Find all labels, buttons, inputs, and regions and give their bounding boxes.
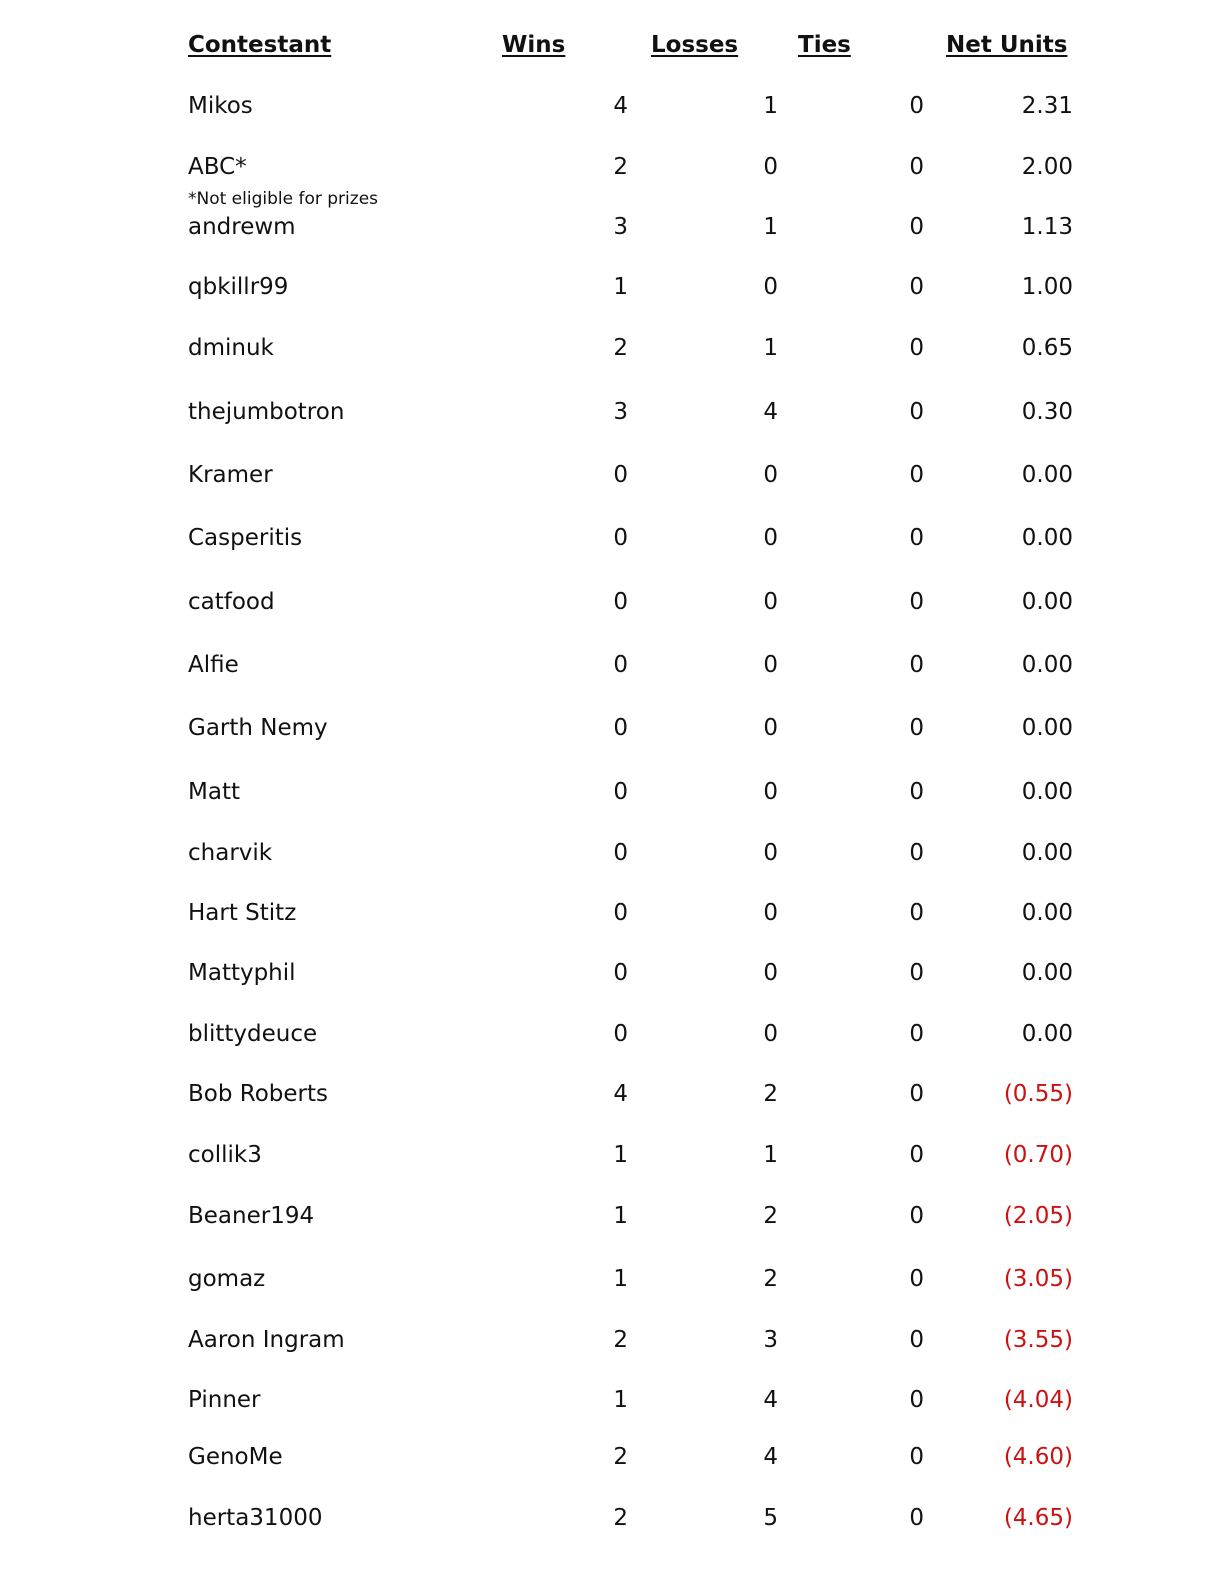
net-units-cell: 1.00: [1021, 274, 1073, 300]
table-row: [0, 1385, 1224, 1425]
contestant-name: thejumbotron: [188, 399, 345, 425]
ties-cell: 0: [909, 335, 924, 361]
header-losses: Losses: [651, 32, 739, 58]
contestant-name: ABC*: [188, 154, 247, 180]
table-row: [0, 91, 1224, 131]
contestant-name: catfood: [188, 589, 275, 615]
net-units-cell: (3.05): [1003, 1266, 1073, 1292]
wins-cell: 0: [613, 1021, 628, 1047]
losses-cell: 0: [763, 715, 778, 741]
wins-cell: 0: [613, 715, 628, 741]
losses-cell: 2: [763, 1081, 778, 1107]
contestant-name: collik3: [188, 1142, 262, 1168]
table-header: [0, 30, 1224, 70]
table-row: [0, 397, 1224, 437]
ties-cell: 0: [909, 93, 924, 119]
header-contestant: Contestant: [188, 32, 332, 58]
table-row: [0, 333, 1224, 373]
net-units-cell: (0.55): [1003, 1081, 1073, 1107]
table-row: [0, 838, 1224, 878]
table-row: [0, 1201, 1224, 1241]
contestant-name: Mattyphil: [188, 960, 296, 986]
contestant-name: Hart Stitz: [188, 900, 297, 926]
table-row: [0, 777, 1224, 817]
contestant-name: qbkillr99: [188, 274, 289, 300]
contestant-name: Mikos: [188, 93, 253, 119]
contestant-name: Pinner: [188, 1387, 261, 1413]
ties-cell: 0: [909, 1327, 924, 1353]
wins-cell: 1: [613, 274, 628, 300]
contestant-name: Kramer: [188, 462, 273, 488]
wins-cell: 2: [613, 335, 628, 361]
table-row: [0, 152, 1224, 192]
wins-cell: 3: [613, 214, 628, 240]
ties-cell: 0: [909, 1081, 924, 1107]
contestant-name: gomaz: [188, 1266, 266, 1292]
ties-cell: 0: [909, 1505, 924, 1531]
losses-cell: 0: [763, 840, 778, 866]
net-units-cell: 0.00: [1021, 900, 1073, 926]
losses-cell: 0: [763, 779, 778, 805]
contestant-name: Alfie: [188, 652, 239, 678]
wins-cell: 0: [613, 900, 628, 926]
net-units-cell: 2.31: [1021, 93, 1073, 119]
table-row: [0, 1140, 1224, 1180]
contestant-name: andrewm: [188, 214, 296, 240]
net-units-cell: 1.13: [1021, 214, 1073, 240]
wins-cell: 0: [613, 462, 628, 488]
contestant-name: Bob Roberts: [188, 1081, 328, 1107]
net-units-cell: 0.65: [1021, 335, 1073, 361]
table-row: [0, 1442, 1224, 1482]
wins-cell: 1: [613, 1203, 628, 1229]
net-units-cell: (4.65): [1003, 1505, 1073, 1531]
header-wins: Wins: [502, 32, 566, 58]
losses-cell: 4: [763, 399, 778, 425]
losses-cell: 4: [763, 1444, 778, 1470]
contestant-name: Aaron Ingram: [188, 1327, 345, 1353]
net-units-cell: (3.55): [1003, 1327, 1073, 1353]
ties-cell: 0: [909, 589, 924, 615]
wins-cell: 1: [613, 1387, 628, 1413]
losses-cell: 0: [763, 900, 778, 926]
wins-cell: 2: [613, 154, 628, 180]
ties-cell: 0: [909, 399, 924, 425]
contestant-name: dminuk: [188, 335, 274, 361]
table-row: [0, 958, 1224, 998]
table-row: [0, 1079, 1224, 1119]
losses-cell: 0: [763, 652, 778, 678]
ties-cell: 0: [909, 1444, 924, 1470]
losses-cell: 1: [763, 214, 778, 240]
ties-cell: 0: [909, 1021, 924, 1047]
wins-cell: 2: [613, 1505, 628, 1531]
net-units-cell: 0.00: [1021, 1021, 1073, 1047]
losses-cell: 4: [763, 1387, 778, 1413]
net-units-cell: 0.00: [1021, 589, 1073, 615]
wins-cell: 2: [613, 1444, 628, 1470]
net-units-cell: 0.30: [1021, 399, 1073, 425]
header-net-units: Net Units: [946, 32, 1068, 58]
table-row: [0, 212, 1224, 252]
losses-cell: 0: [763, 1021, 778, 1047]
table-row: [0, 1019, 1224, 1059]
table-row: [0, 1325, 1224, 1365]
contestant-name: blittydeuce: [188, 1021, 318, 1047]
ties-cell: 0: [909, 154, 924, 180]
ties-cell: 0: [909, 715, 924, 741]
contestant-name: charvik: [188, 840, 273, 866]
table-row: [0, 1503, 1224, 1543]
losses-cell: 0: [763, 960, 778, 986]
wins-cell: 0: [613, 840, 628, 866]
wins-cell: 3: [613, 399, 628, 425]
net-units-cell: (0.70): [1003, 1142, 1073, 1168]
contestant-name: Beaner194: [188, 1203, 315, 1229]
table-row: [0, 650, 1224, 690]
wins-cell: 0: [613, 779, 628, 805]
net-units-cell: 0.00: [1021, 779, 1073, 805]
wins-cell: 1: [613, 1266, 628, 1292]
net-units-cell: 0.00: [1021, 840, 1073, 866]
net-units-cell: 0.00: [1021, 525, 1073, 551]
ties-cell: 0: [909, 1266, 924, 1292]
losses-cell: 1: [763, 335, 778, 361]
losses-cell: 0: [763, 589, 778, 615]
ties-cell: 0: [909, 462, 924, 488]
wins-cell: 4: [613, 93, 628, 119]
ties-cell: 0: [909, 960, 924, 986]
losses-cell: 1: [763, 1142, 778, 1168]
ties-cell: 0: [909, 274, 924, 300]
header-ties: Ties: [798, 32, 851, 58]
net-units-cell: 0.00: [1021, 462, 1073, 488]
table-row: [0, 587, 1224, 627]
losses-cell: 0: [763, 274, 778, 300]
contestant-name: Matt: [188, 779, 240, 805]
table-row: [0, 1264, 1224, 1304]
ties-cell: 0: [909, 1387, 924, 1413]
losses-cell: 1: [763, 93, 778, 119]
net-units-cell: 0.00: [1021, 715, 1073, 741]
net-units-cell: 2.00: [1021, 154, 1073, 180]
table-row: [0, 272, 1224, 312]
net-units-cell: (2.05): [1003, 1203, 1073, 1229]
table-row: [0, 898, 1224, 938]
wins-cell: 4: [613, 1081, 628, 1107]
contestant-name: herta31000: [188, 1505, 323, 1531]
ties-cell: 0: [909, 1203, 924, 1229]
net-units-cell: (4.60): [1003, 1444, 1073, 1470]
losses-cell: 3: [763, 1327, 778, 1353]
contestant-name: Casperitis: [188, 525, 303, 551]
wins-cell: 0: [613, 589, 628, 615]
wins-cell: 2: [613, 1327, 628, 1353]
ties-cell: 0: [909, 900, 924, 926]
ties-cell: 0: [909, 652, 924, 678]
contestant-name: Garth Nemy: [188, 715, 328, 741]
losses-cell: 0: [763, 525, 778, 551]
losses-cell: 0: [763, 154, 778, 180]
table-row: [0, 713, 1224, 753]
footnote: *Not eligible for prizes: [188, 189, 379, 209]
table-row: [0, 460, 1224, 500]
contestant-name: GenoMe: [188, 1444, 283, 1470]
wins-cell: 0: [613, 960, 628, 986]
losses-cell: 2: [763, 1203, 778, 1229]
net-units-cell: 0.00: [1021, 652, 1073, 678]
ties-cell: 0: [909, 840, 924, 866]
ties-cell: 0: [909, 214, 924, 240]
losses-cell: 5: [763, 1505, 778, 1531]
ties-cell: 0: [909, 525, 924, 551]
losses-cell: 2: [763, 1266, 778, 1292]
net-units-cell: (4.04): [1003, 1387, 1073, 1413]
wins-cell: 0: [613, 652, 628, 678]
table-row: [0, 523, 1224, 563]
wins-cell: 1: [613, 1142, 628, 1168]
ties-cell: 0: [909, 779, 924, 805]
losses-cell: 0: [763, 462, 778, 488]
net-units-cell: 0.00: [1021, 960, 1073, 986]
ties-cell: 0: [909, 1142, 924, 1168]
wins-cell: 0: [613, 525, 628, 551]
